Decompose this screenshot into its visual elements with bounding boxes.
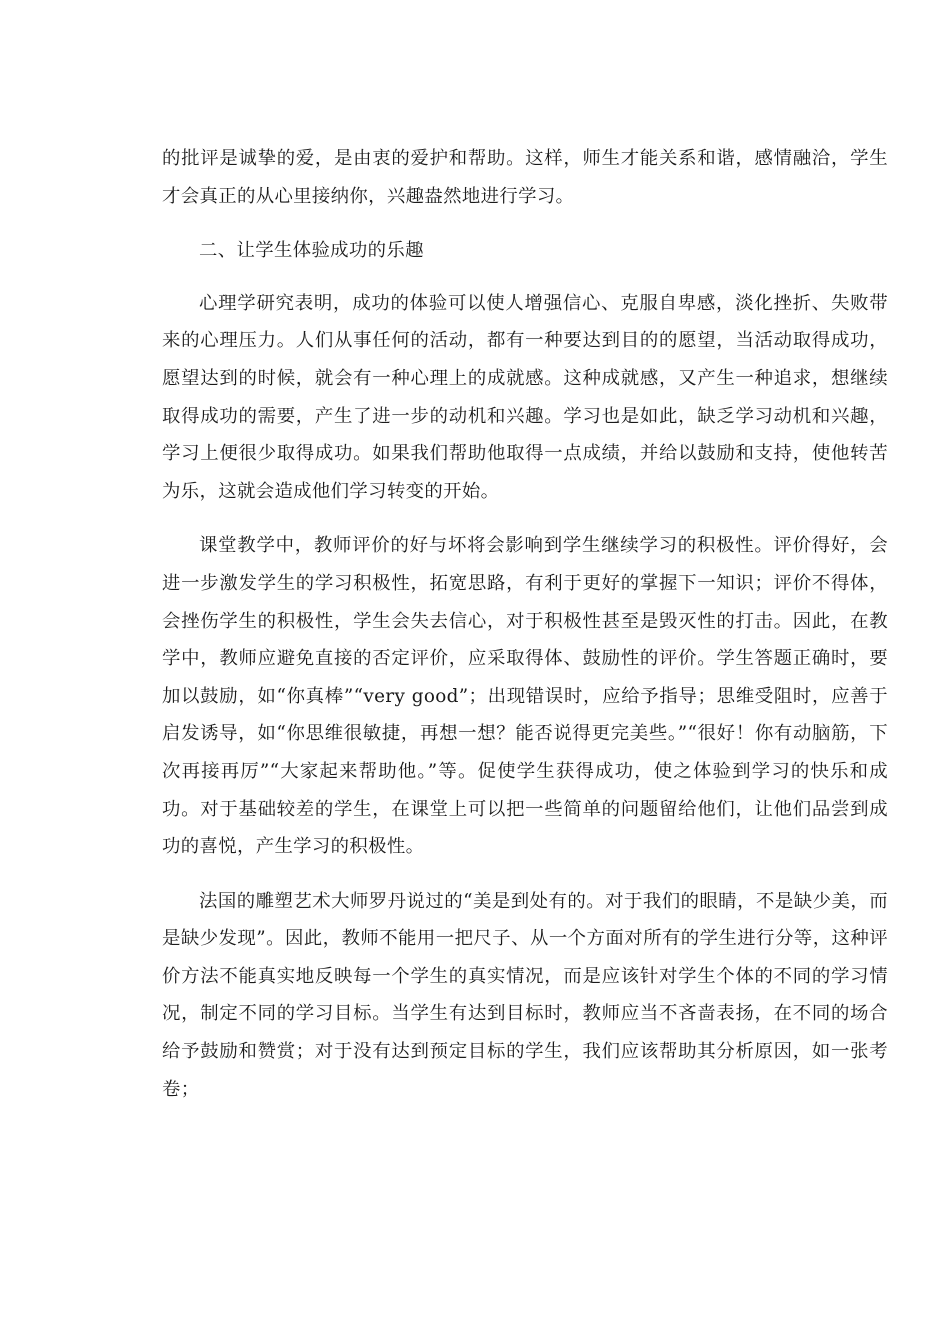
paragraph-continuation: 的批评是诚挚的爱，是由衷的爱护和帮助。这样，师生才能关系和谐，感情融洽，学生才会真正的从心里接纳你，兴趣盎然地进行学习。 xyxy=(162,148,888,207)
paragraph-rodin: 法国的雕塑艺术大师罗丹说过的“美是到处有的。对于我们的眼睛，不是缺少美，而是缺少发现”。因此，教师不能用一把尺子、从一个方面对所有的学生进行分等，这种评价方法不能真实地反映每一个学生的真实情况，而是应该针对学生个体的不同的学习情况，制定不同的学习目标。当学生有达到目标时，教师应当不吝啬表扬，在不同的场合给予鼓励和赞赏；对于没有达到预定目标的学生，我们应该帮助其分析原因，如一张考卷； xyxy=(162,890,888,1100)
paragraph-classroom-evaluation: 课堂教学中，教师评价的好与坏将会影响到学生继续学习的积极性。评价得好，会进一步激发学生的学习积极性，拓宽思路，有利于更好的掌握下一知识；评价不得体，会挫伤学生的积极性，学生会失去信心，对于积极性甚至是毁灭性的打击。因此，在教学中，教师应避免直接的否定评价，应采取得体、鼓励性的评价。学生答题正确时，要加以鼓励，如“你真棒”“very good”；出现错误时，应给予指导；思维受阻时，应善于启发诱导，如“你思维很敏捷，再想一想？能否说得更完美些。”“很好！你有动脑筋，下次再接再厉”“大家起来帮助他。”等。促使学生获得成功，使之体验到学习的快乐和成功。对于基础较差的学生，在课堂上可以把一些简单的问题留给他们，让他们品尝到成功的喜悦，产生学习的积极性。 xyxy=(162,535,888,858)
paragraph-psychology: 心理学研究表明，成功的体验可以使人增强信心、克服自卑感，淡化挫折、失败带来的心理压力。人们从事任何的活动，都有一种要达到目的的愿望，当活动取得成功，愿望达到的时候，就会有一种心理上的成就感。这种成就感，又产生一种追求，想继续取得成功的需要，产生了进一步的动机和兴趣。学习也是如此，缺乏学习动机和兴趣，学习上便很少取得成功。如果我们帮助他取得一点成绩，并给以鼓励和支持，使他转苦为乐，这就会造成他们学习转变的开始。 xyxy=(162,292,888,502)
section-heading: 二、让学生体验成功的乐趣 xyxy=(199,240,424,262)
document-body xyxy=(162,140,888,1125)
